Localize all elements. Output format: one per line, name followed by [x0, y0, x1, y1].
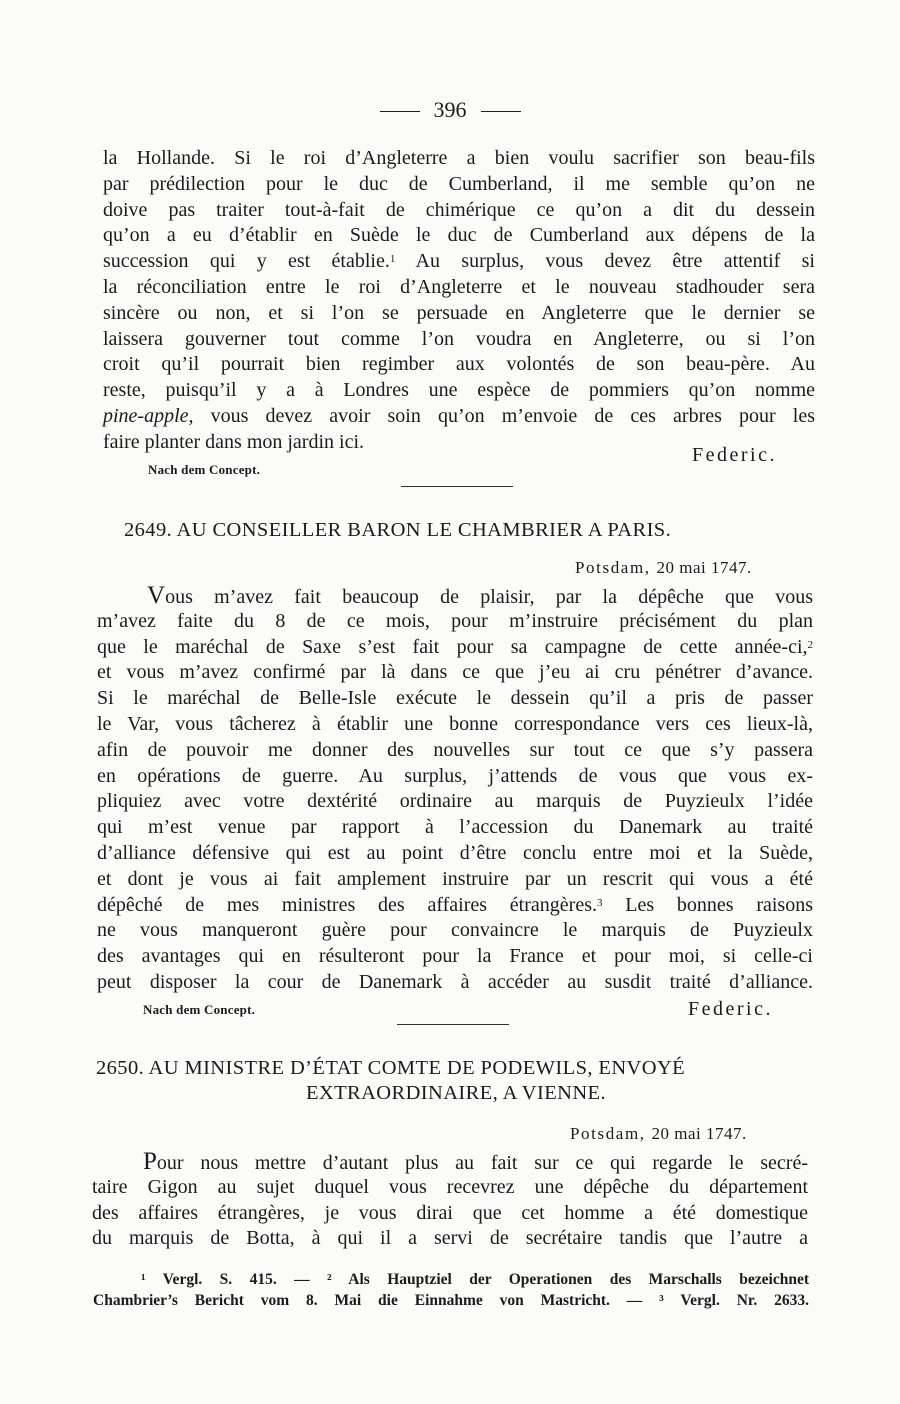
- text-fragment: Les bonnes raisons: [602, 893, 813, 916]
- text-line: Si le maréchal de Belle-Isle exécute le dessein qu’il a pris de passer: [97, 687, 813, 710]
- source-note: Nach dem Concept.: [148, 462, 261, 477]
- footnote-marker: 2: [807, 638, 813, 651]
- drop-capital: P: [143, 1148, 157, 1175]
- text-fragment: our nous mettre d’autant plus au fait sur ce qui regarde le secré-: [156, 1152, 808, 1174]
- text-fragment: Au surplus, vous devez être attentif si: [395, 250, 815, 273]
- text-line: qui m’est venue par rapport à l’accession du Danemark au traité: [97, 816, 813, 839]
- section-rule: [401, 486, 513, 487]
- text-fragment: ous m’avez fait beaucoup de plaisir, par la dépêche que vous: [165, 586, 813, 608]
- text-line: [97, 583, 813, 609]
- text-line: [97, 893, 813, 919]
- footnotes: [93, 1269, 809, 1311]
- text-line: en opérations de guerre. Au surplus, j’attends de vous que vous ex-: [97, 764, 813, 787]
- text-line: pliquiez avec votre dextérité ordinaire au marquis de Puyzieulx l’idée: [97, 790, 813, 813]
- text-line: [103, 249, 815, 275]
- section-rule: [397, 1024, 509, 1025]
- page-number: [0, 97, 900, 123]
- footnote-marker: 3: [596, 896, 603, 909]
- signature: Federic.: [692, 444, 777, 466]
- text-fragment: , vous devez avoir soin qu’on m’envoie de ces arbres pour les: [188, 404, 815, 427]
- text-fragment: que le maréchal de Saxe s’est fait pour sa campagne de cette année-ci,: [97, 635, 808, 658]
- text-line: la réconciliation entre le roi d’Angleterre et le nouveau stadhouder sera: [103, 275, 815, 298]
- text-line: par prédilection pour le duc de Cumberland, il me semble qu’on ne: [103, 172, 815, 195]
- dateline-place: Potsdam,: [575, 558, 651, 577]
- text-line: et vous m’avez confirmé par là dans ce que j’eu ai cru pénétrer d’avance.: [97, 661, 813, 684]
- text-line: peut disposer la cour de Danemark à accéder au susdit traité d’alliance.: [97, 970, 813, 993]
- dateline-date: 20 mai 1747.: [656, 558, 752, 577]
- text-line: taire Gigon au sujet duquel vous recevrez une dépêche du département: [92, 1175, 808, 1198]
- text-line: et dont je vous ai fait amplement instruire par un rescrit qui vous a été: [97, 867, 813, 890]
- text-line: doive pas traiter tout-à-fait de chimérique ce qu’on a dit du dessein: [103, 198, 815, 221]
- heading-line: EXTRAORDINAIRE, A VIENNE.: [305, 1082, 607, 1104]
- letter-2649-body: [97, 583, 813, 996]
- text-fragment: succession qui y est établie.: [103, 250, 390, 273]
- text-fragment: dépêché de mes ministres des affaires étrangères.: [97, 893, 597, 916]
- signature: Federic.: [688, 998, 773, 1020]
- footnote-line: Chambrier’s Bericht vom 8. Mai die Einnahme von Mastricht. — ³ Vergl. Nr. 2633.: [93, 1292, 809, 1309]
- dateline-date: 20 mai 1747.: [651, 1124, 747, 1143]
- text-line: croit qu’il pourrait bien regimber aux volontés de son beau-père. Au: [103, 353, 815, 376]
- letter-heading: 2649. AU CONSEILLER BARON LE CHAMBRIER A PARIS.: [124, 519, 672, 541]
- text-line: sincère ou non, et si l’on se persuade en Angleterre que le dernier se: [103, 301, 815, 324]
- drop-capital: V: [147, 582, 166, 609]
- dateline: [575, 558, 752, 578]
- text-line: ne vous manqueront guère pour convaincre le marquis de Puyzieulx: [97, 919, 813, 942]
- text-line: [92, 1149, 808, 1175]
- text-line: d’alliance défensive qui est au point d’être conclu entre moi et la Suède,: [97, 841, 813, 864]
- text-line: reste, puisqu’il y a à Londres une espèce de pommiers qu’on nomme: [103, 379, 815, 402]
- text-line: des affaires étrangères, je vous dirai que cet homme a été domestique: [92, 1201, 808, 1224]
- page-number-dash-left: [380, 111, 420, 112]
- page-number-dash-right: [481, 111, 521, 112]
- text-line: faire planter dans mon jardin ici.: [103, 430, 365, 453]
- dateline: [570, 1124, 747, 1144]
- text-line: la Hollande. Si le roi d’Angleterre a bien voulu sacrifier son beau-fils: [103, 147, 815, 169]
- letter-heading: [96, 1057, 816, 1105]
- heading-line: 2650. AU MINISTRE D’ÉTAT COMTE DE PODEWILS, ENVOYÉ: [96, 1057, 686, 1079]
- text-line: du marquis de Botta, à qui il a servi de secrétaire tandis que l’autre a: [92, 1227, 808, 1250]
- text-line: [103, 404, 815, 430]
- text-line: m’avez faite du 8 de ce mois, pour m’instruire précisément du plan: [97, 609, 813, 632]
- intro-paragraph: [103, 146, 815, 456]
- letter-2650-body: [92, 1149, 808, 1252]
- text-line: afin de pouvoir me donner des nouvelles sur tout ce que s’y passera: [97, 738, 813, 761]
- source-note: Nach dem Concept.: [143, 1002, 256, 1017]
- dateline-place: Potsdam,: [570, 1124, 646, 1143]
- text-line: le Var, vous tâcherez à établir une bonne correspondance vers ces lieux-là,: [97, 712, 813, 735]
- text-line: laissera gouverner tout comme l’on voudra en Angleterre, ou si l’on: [103, 327, 815, 350]
- footnote-line: ¹ Vergl. S. 415. — ² Als Hauptziel der Operationen des Marschalls bezeichnet: [141, 1271, 809, 1288]
- text-line: qu’on a eu d’établir en Suède le duc de Cumberland aux dépens de la: [103, 224, 815, 247]
- text-line: [97, 635, 813, 661]
- footnote-marker: 1: [389, 253, 396, 266]
- italic-term: pine-apple: [103, 404, 189, 427]
- text-line: des avantages qui en résulteront pour la France et pour moi, si celle-ci: [97, 945, 813, 968]
- page-number-text: 396: [433, 97, 467, 122]
